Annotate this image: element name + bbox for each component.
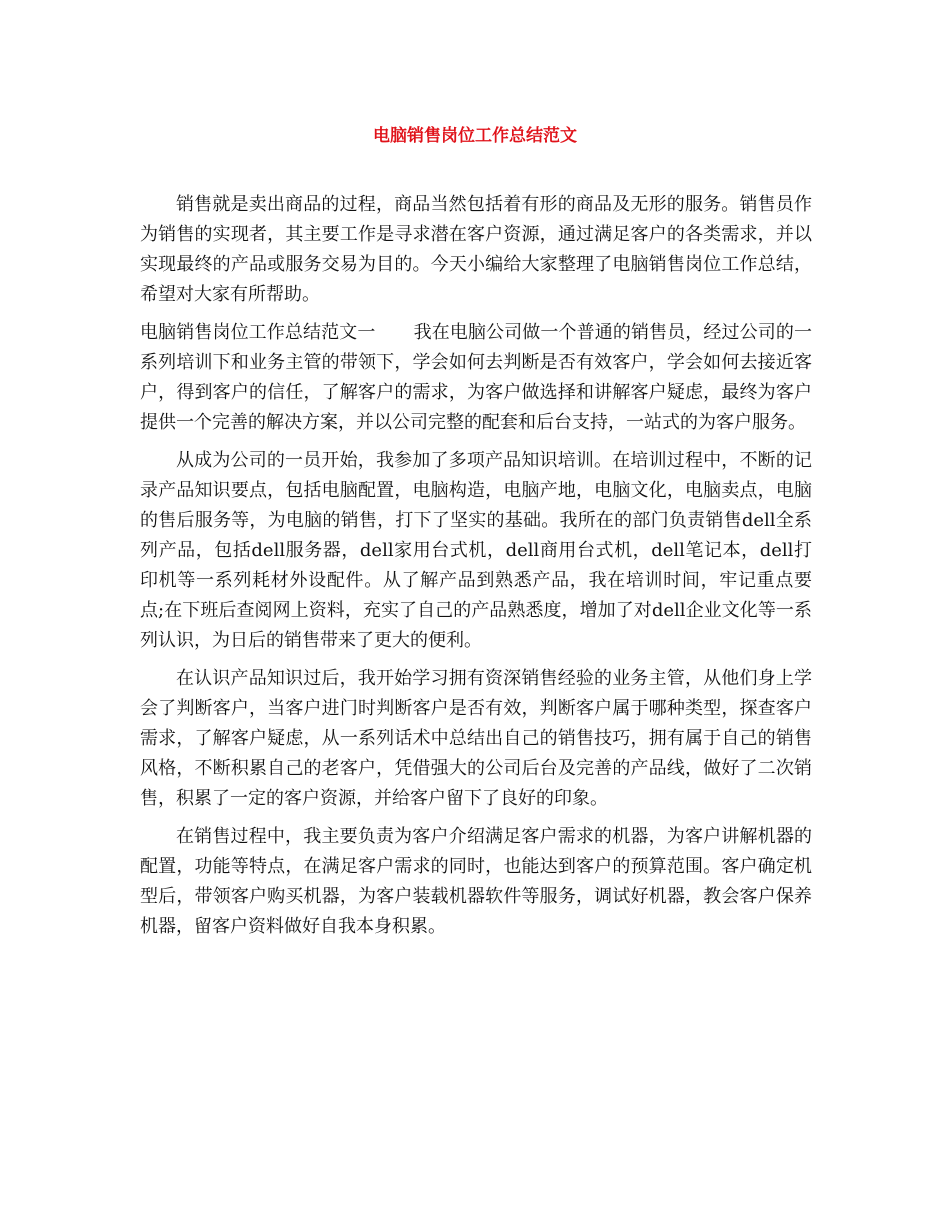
section-heading: 电脑销售岗位工作总结范文一 [140, 322, 376, 343]
document-title: 电脑销售岗位工作总结范文 [373, 126, 577, 146]
body-paragraph: 在认识产品知识过后，我开始学习拥有资深销售经验的业务主管，从他们身上学会了判断客户，当客户进门时判断客户是否有效，判断客户属于哪种类型，探查客户需求，了解客户疑虑，从一系列话术中总结出自己的销售技巧，拥有属于自己的销售风格，不断积累自己的老客户，凭借强大的公司后台及完善的产品线，做好了二次销售，积累了一定的客户资源，并给客户留下了良好的印象。 [140, 668, 812, 809]
body-paragraph: 在销售过程中，我主要负责为客户介绍满足客户需求的机器，为客户讲解机器的配置，功能等特点，在满足客户需求的同时，也能达到客户的预算范围。客户确定机型后，带领客户购买机器，为客户装载机器软件等服务，调试好机器，教会客户保养机器，留客户资料做好自我本身积累。 [140, 826, 812, 937]
body-paragraph: 从成为公司的一员开始，我参加了多项产品知识培训。在培训过程中，不断的记录产品知识要点，包括电脑配置，电脑构造，电脑产地，电脑文化，电脑卖点，电脑的售后服务等，为电脑的销售，打下了坚实的基础。我所在的部门负责销售dell全系列产品，包括dell服务器，dell家用台式机，dell商用台式机，dell笔记本，dell打印机等一系列耗材外设配件。从了解产品到熟悉产品，我在培训时间，牢记重点要点;在下班后查阅网上资料，充实了自己的产品熟悉度，增加了对dell企业文化等一系列认识，为日后的销售带来了更大的便利。 [140, 450, 812, 651]
document-body [140, 190, 812, 950]
section-one-paragraph [140, 318, 812, 438]
intro-paragraph: 销售就是卖出商品的过程，商品当然包括着有形的商品及无形的服务。销售员作为销售的实现者，其主要工作是寻求潜在客户资源，通过满足客户的各类需求，并以实现最终的产品或服务交易为目的。今天小编给大家整理了电脑销售岗位工作总结，希望对大家有所帮助。 [140, 194, 812, 305]
section-first-text: 我在电脑公司做一个普通的销售员，经过公司的一系列培训下和业务主管的带领下，学会如何去判断是否有效客户，学会如何去接近客户，得到客户的信任，了解客户的需求，为客户做选择和讲解客户疑虑，最终为客户提供一个完善的解决方案，并以公司完整的配套和后台支持，一站式的为客户服务。 [140, 322, 812, 433]
